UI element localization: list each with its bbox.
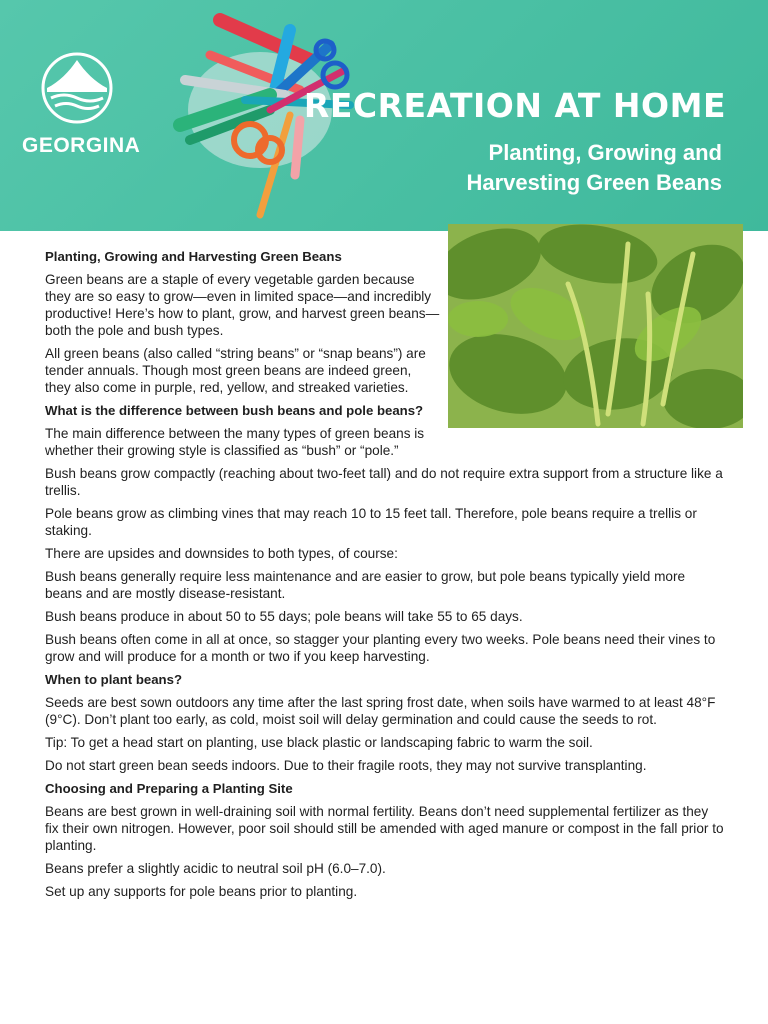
heading-intro: Planting, Growing and Harvesting Green Beans <box>45 249 342 264</box>
paragraph: Pole beans grow as climbing vines that may reach 10 to 15 feet tall. Therefore, pole beans require a trellis or staking. <box>45 506 697 538</box>
paragraph: Bush beans often come in all at once, so stagger your planting every two weeks. Pole beans need their vines to grow and will produce for a month or two if you keep harvesting. <box>45 632 716 664</box>
logo-wordmark: GEORGINA <box>22 134 141 157</box>
heading-site: Choosing and Preparing a Planting Site <box>45 781 293 796</box>
paragraph: Beans are best grown in well-draining soil with normal fertility. Beans don’t need supplemental fertilizer as they fix their own nitrogen. However, poor soil should still be amended with aged manure or compost in the fall prior to planting. <box>45 804 724 853</box>
paragraph: Tip: To get a head start on planting, use black plastic or landscaping fabric to warm the soil. <box>45 735 593 750</box>
paragraph: Green beans are a staple of every vegetable garden because they are so easy to grow—even in limited space—and incredibly productive! Here’s how to plant, grow, and harvest green beans—both the pole and bush types. <box>45 272 440 338</box>
intro-column <box>45 248 440 459</box>
paragraph: Seeds are best sown outdoors any time after the last spring frost date, when soils have warmed to at least 48°F (9°C). Don’t plant too early, as cold, moist soil will delay germination and could cause the seeds to rot. <box>45 695 716 727</box>
paragraph: Bush beans grow compactly (reaching about two-feet tall) and do not require extra support from a structure like a trellis. <box>45 466 723 498</box>
paragraph: There are upsides and downsides to both types, of course: <box>45 546 398 561</box>
header-banner <box>0 0 768 231</box>
paragraph: Set up any supports for pole beans prior to planting. <box>45 884 358 899</box>
paragraph: Do not start green bean seeds indoors. Due to their fragile roots, they may not survive transplanting. <box>45 758 647 773</box>
paragraph: All green beans (also called “string beans” or “snap beans”) are tender annuals. Though most green beans are indeed green, they also come in purple, red, yellow, and streaked varieties. <box>45 346 426 395</box>
subtitle-line-1: Planting, Growing and <box>488 140 722 165</box>
article-body <box>45 248 725 906</box>
paragraph: Bush beans generally require less maintenance and are easier to grow, but pole beans typically yield more beans and are mostly disease-resistant. <box>45 569 686 601</box>
page-subtitle <box>402 138 722 198</box>
page-title: RECREATION AT HOME <box>303 86 726 125</box>
heading-difference: What is the difference between bush beans and pole beans? <box>45 403 424 418</box>
georgina-logo-icon <box>41 52 113 124</box>
paragraph: Bush beans produce in about 50 to 55 days; pole beans will take 55 to 65 days. <box>45 609 523 624</box>
subtitle-line-2: Harvesting Green Beans <box>466 170 722 195</box>
paragraph: Beans prefer a slightly acidic to neutral soil pH (6.0–7.0). <box>45 861 386 876</box>
paragraph: The main difference between the many types of green beans is whether their growing style is classified as “bush” or “pole.” <box>45 426 425 458</box>
georgina-logo <box>22 52 141 158</box>
heading-when: When to plant beans? <box>45 672 183 687</box>
